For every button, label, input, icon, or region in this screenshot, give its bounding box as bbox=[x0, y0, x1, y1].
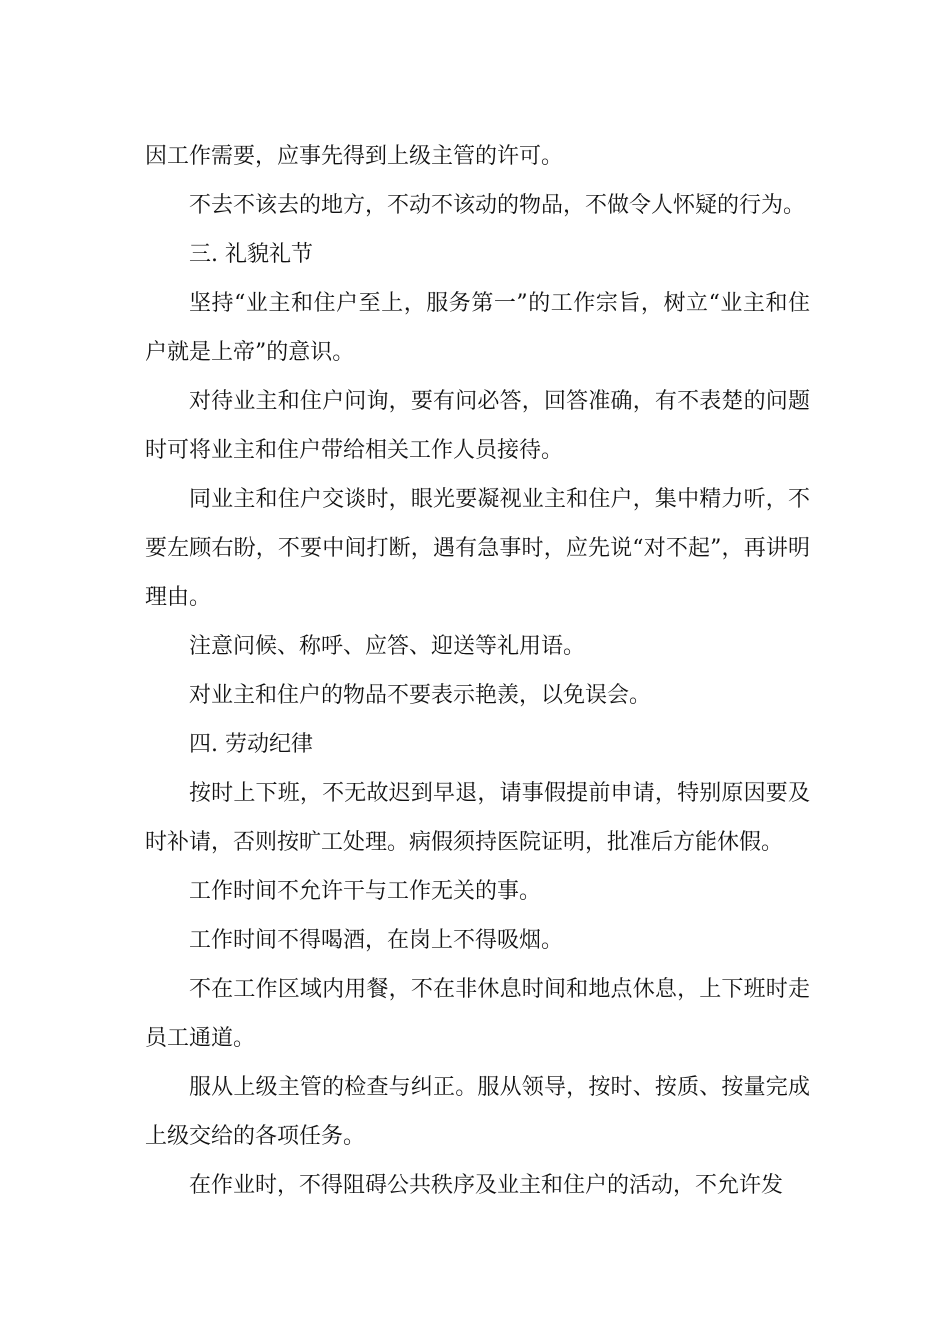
section-heading: 三. 礼貌礼节 bbox=[189, 242, 313, 267]
paragraph: 坚持“业主和住户至上，服务第一”的工作宗旨，树立“业主和住户就是上帝”的意识。 bbox=[145, 291, 810, 365]
paragraph: 同业主和住户交谈时，眼光要凝视业主和住户，集中精力听，不要左顾右盼，不要中间打断，遇有急事时，应先说“对不起”，再讲明理由。 bbox=[145, 487, 810, 610]
paragraph: 服从上级主管的检查与纠正。服从领导，按时、按质、按量完成上级交给的各项任务。 bbox=[145, 1075, 810, 1149]
paragraph: 对业主和住户的物品不要表示艳羡，以免误会。 bbox=[189, 683, 652, 708]
paragraph: 注意问候、称呼、应答、迎送等礼用语。 bbox=[189, 634, 586, 659]
paragraph: 因工作需要，应事先得到上级主管的许可。 bbox=[145, 144, 564, 169]
section-heading: 四. 劳动纪律 bbox=[189, 732, 313, 757]
paragraph: 不去不该去的地方，不动不该动的物品，不做令人怀疑的行为。 bbox=[189, 193, 806, 218]
paragraph: 按时上下班，不无故迟到早退，请事假提前申请，特别原因要及时补请，否则按旷工处理。病假须持医院证明，批准后方能休假。 bbox=[145, 781, 810, 855]
paragraph: 不在工作区域内用餐，不在非休息时间和地点休息，上下班时走员工通道。 bbox=[145, 977, 810, 1051]
document-body bbox=[145, 132, 810, 1210]
paragraph: 工作时间不得喝酒，在岗上不得吸烟。 bbox=[189, 928, 564, 953]
paragraph: 对待业主和住户问询，要有问必答，回答准确，有不表楚的问题时可将业主和住户带给相关工作人员接待。 bbox=[145, 389, 810, 463]
paragraph: 工作时间不允许干与工作无关的事。 bbox=[189, 879, 542, 904]
paragraph: 在作业时，不得阻碍公共秩序及业主和住户的活动，不允许发 bbox=[189, 1173, 784, 1198]
